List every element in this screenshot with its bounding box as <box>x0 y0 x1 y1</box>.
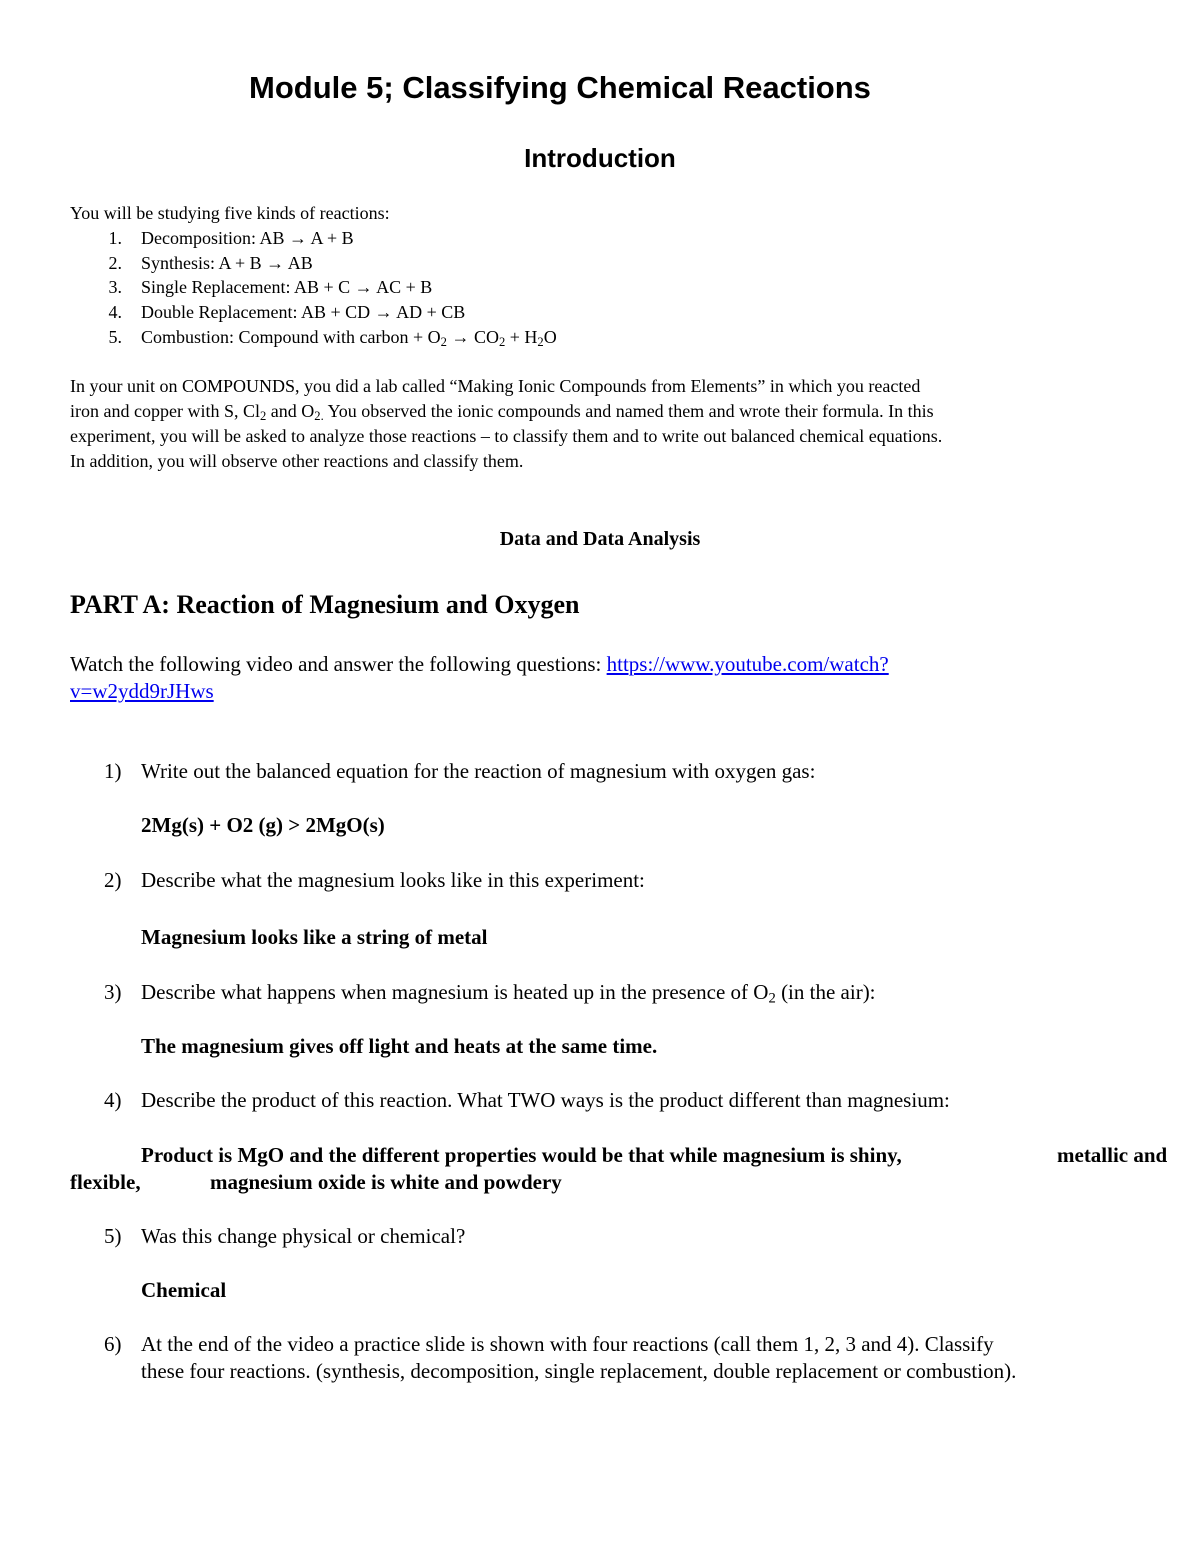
question-text: Write out the balanced equation for the reaction of magnesium with oxygen gas: <box>141 759 816 783</box>
answer-1: 2Mg(s) + O2 (g) > 2MgO(s) <box>141 813 385 837</box>
list-text: Double Replacement: AB + CD → AD + CB <box>141 302 466 322</box>
question-text: Describe the product of this reaction. What TWO ways is the product different than magnesium: <box>141 1088 950 1112</box>
paragraph-line: iron and copper with S, $Cl_2$ and $O_{2.}$ You observed the ionic compounds and named them and wrote their formula. In this <box>70 401 934 424</box>
list-text: Decomposition: AB → A + B <box>141 228 354 248</box>
list-text: Combustion: Compound with carbon + $O_2 \to CO_2 + H_2O$ <box>141 327 557 350</box>
answer-2: Magnesium looks like a string of metal <box>141 925 488 949</box>
question-number: 6) <box>104 1332 122 1356</box>
list-number: 1. <box>108 228 122 248</box>
list-text: Single Replacement: AB + C → AC + B <box>141 277 433 297</box>
paragraph-line: In addition, you will observe other reactions and classify them. <box>70 451 524 471</box>
answer-5: Chemical <box>141 1278 227 1302</box>
list-text: Synthesis: A + B → AB <box>141 253 313 273</box>
paragraph-line: In your unit on COMPOUNDS, you did a lab called “Making Ionic Compounds from Elements” in which you reacted <box>70 376 921 396</box>
list-number: 4. <box>108 302 122 322</box>
answer-3: The magnesium gives off light and heats at the same time. <box>141 1034 658 1058</box>
video-link[interactable]: https://www.youtube.com/watch? <box>606 652 889 676</box>
question-text: At the end of the video a practice slide is shown with four reactions (call them 1, 2, 3 and 4). Classify <box>141 1332 994 1356</box>
question-number: 4) <box>104 1088 122 1112</box>
video-prompt <box>70 651 889 678</box>
video-link-continued[interactable]: v=w2ydd9rJHws <box>70 679 214 703</box>
list-number: 3. <box>108 277 122 297</box>
list-number: 2. <box>108 253 122 273</box>
question-number: 5) <box>104 1224 122 1248</box>
answer-4-line2-start: flexible, <box>70 1170 141 1194</box>
question-number: 1) <box>104 759 122 783</box>
list-number: 5. <box>108 327 122 347</box>
page-title: Module 5; Classifying Chemical Reactions <box>249 70 871 105</box>
introduction-heading: Introduction <box>524 143 676 173</box>
question-text: Describe what happens when magnesium is heated up in the presence of $O_2$ (in the air): <box>141 980 876 1007</box>
video-prompt-text: Watch the following video and answer the following questions: <box>70 652 607 676</box>
answer-4-line2: magnesium oxide is white and powdery <box>210 1170 562 1194</box>
data-analysis-heading: Data and Data Analysis <box>499 528 701 550</box>
answer-4-line1-end: metallic and <box>1057 1143 1168 1167</box>
paragraph-line: experiment, you will be asked to analyze those reactions – to classify them and to write out balanced chemical equations. <box>70 426 943 446</box>
question-number: 3) <box>104 980 122 1004</box>
part-a-heading: PART A: Reaction of Magnesium and Oxygen <box>70 590 580 619</box>
question-text: Describe what the magnesium looks like in this experiment: <box>141 868 645 892</box>
answer-4-line1: Product is MgO and the different properties would be that while magnesium is shiny, <box>141 1143 902 1167</box>
question-6-continued: these four reactions. (synthesis, decomposition, single replacement, double replacement or combustion). <box>141 1359 1017 1383</box>
question-number: 2) <box>104 868 122 892</box>
question-text: Was this change physical or chemical? <box>141 1224 466 1248</box>
intro-lead: You will be studying five kinds of reactions: <box>70 203 390 223</box>
